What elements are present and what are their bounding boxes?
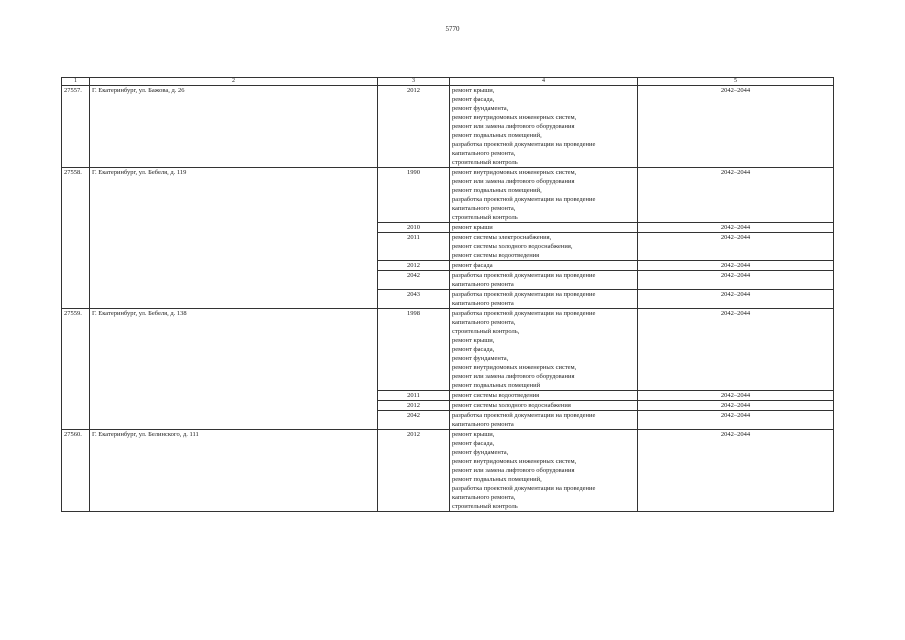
table-row xyxy=(62,86,834,168)
works-text: ремонт внутридомовых инженерных систем, ремонт или замена лифтового оборудования ремонт подвальных помещений, разработка проектной документации на проведение капитального ремонта, строительный контроль xyxy=(452,169,596,221)
record-address: Г. Екатеринбург, ул. Бебеля, д. 138 xyxy=(90,309,378,430)
column-number-1: 1 xyxy=(62,78,90,86)
year-cell: 2042 xyxy=(378,271,450,290)
period-cell: 2042–2044 xyxy=(638,309,834,391)
works-text: ремонт крыши, ремонт фасада, ремонт фундамента, ремонт внутридомовых инженерных систем, ремонт или замена лифтового оборудования ремонт подвальных помещений, разработка проектной документации на проведение капитального ремонта, строительный контроль xyxy=(452,431,596,510)
page-number: 5770 xyxy=(445,25,460,33)
works-cell xyxy=(450,261,638,271)
works-cell xyxy=(450,309,638,391)
works-cell xyxy=(450,430,638,512)
table-body xyxy=(62,78,834,512)
record-number: 27559. xyxy=(62,309,90,430)
column-number-row xyxy=(62,78,834,86)
year-cell: 2011 xyxy=(378,391,450,401)
year-cell: 2012 xyxy=(378,401,450,411)
column-number-3: 3 xyxy=(378,78,450,86)
works-text: разработка проектной документации на проведение капитального ремонта xyxy=(452,272,596,288)
year-cell: 2010 xyxy=(378,223,450,233)
record-number: 27557. xyxy=(62,86,90,168)
works-text: ремонт фасада xyxy=(452,262,493,269)
works-cell xyxy=(450,401,638,411)
year-cell: 2042 xyxy=(378,411,450,430)
period-cell: 2042–2044 xyxy=(638,411,834,430)
record-number: 27558. xyxy=(62,168,90,309)
period-cell: 2042–2044 xyxy=(638,430,834,512)
year-cell: 2011 xyxy=(378,233,450,261)
column-number-4: 4 xyxy=(450,78,638,86)
works-cell xyxy=(450,391,638,401)
works-text: ремонт системы водоотведения xyxy=(452,392,540,399)
year-cell: 2012 xyxy=(378,430,450,512)
works-text: разработка проектной документации на проведение капитального ремонта, строительный контроль, ремонт крыши, ремонт фасада, ремонт фундамента, ремонт внутридомовых инженерных систем, ремонт или замена лифтового оборудования ремонт подвальных помещений xyxy=(452,310,596,389)
year-cell: 1990 xyxy=(378,168,450,223)
column-number-2: 2 xyxy=(90,78,378,86)
works-text: ремонт системы холодного водоснабжения xyxy=(452,402,571,409)
period-cell: 2042–2044 xyxy=(638,233,834,261)
year-cell: 1998 xyxy=(378,309,450,391)
record-address: Г. Екатеринбург, ул. Белинского, д. 111 xyxy=(90,430,378,512)
period-cell: 2042–2044 xyxy=(638,401,834,411)
works-text: ремонт системы электроснабжения, ремонт системы холодного водоснабжения, ремонт системы водоотведения xyxy=(452,234,573,259)
period-cell: 2042–2044 xyxy=(638,168,834,223)
table-row xyxy=(62,309,834,391)
works-cell xyxy=(450,86,638,168)
capital-repair-table xyxy=(61,77,834,512)
period-cell: 2042–2044 xyxy=(638,223,834,233)
table-row xyxy=(62,168,834,223)
period-cell: 2042–2044 xyxy=(638,271,834,290)
works-cell xyxy=(450,271,638,290)
works-cell xyxy=(450,290,638,309)
year-cell: 2012 xyxy=(378,261,450,271)
table-row xyxy=(62,430,834,512)
period-cell: 2042–2044 xyxy=(638,391,834,401)
year-cell: 2012 xyxy=(378,86,450,168)
works-cell xyxy=(450,168,638,223)
works-cell xyxy=(450,411,638,430)
works-cell xyxy=(450,223,638,233)
period-cell: 2042–2044 xyxy=(638,261,834,271)
works-text: ремонт крыши xyxy=(452,224,493,231)
period-cell: 2042–2044 xyxy=(638,290,834,309)
column-number-5: 5 xyxy=(638,78,834,86)
works-text: ремонт крыши, ремонт фасада, ремонт фундамента, ремонт внутридомовых инженерных систем, ремонт или замена лифтового оборудования ремонт подвальных помещений, разработка проектной документации на проведение капитального ремонта, строительный контроль xyxy=(452,87,596,166)
period-cell: 2042–2044 xyxy=(638,86,834,168)
works-text: разработка проектной документации на проведение капитального ремонта xyxy=(452,412,596,428)
year-cell: 2043 xyxy=(378,290,450,309)
record-address: Г. Екатеринбург, ул. Бебеля, д. 119 xyxy=(90,168,378,309)
works-cell xyxy=(450,233,638,261)
works-text: разработка проектной документации на проведение капитального ремонта xyxy=(452,291,596,307)
record-number: 27560. xyxy=(62,430,90,512)
record-address: Г. Екатеринбург, ул. Бажова, д. 26 xyxy=(90,86,378,168)
